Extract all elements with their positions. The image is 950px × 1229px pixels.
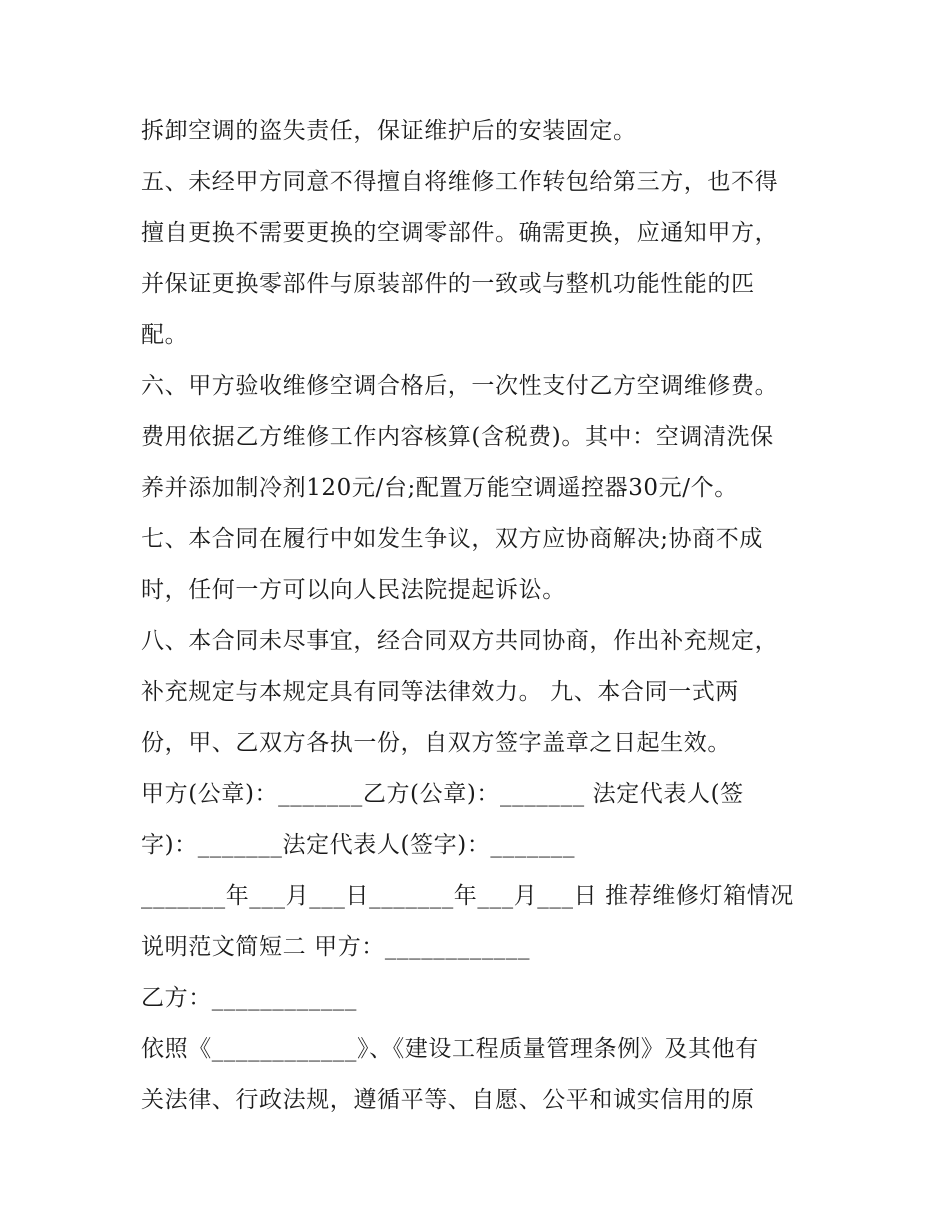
text-line: 关法律、行政法规，遵循平等、自愿、公平和诚实信用的原 <box>141 1087 755 1113</box>
text-line: 份，甲、乙双方各执一份，自双方签字盖章之日起生效。 <box>141 730 731 756</box>
document-body <box>141 106 831 1126</box>
date-line: _______年___月___日_______年___月___日 推荐维修灯箱情况 <box>141 883 794 909</box>
text-line: 时，任何一方可以向人民法院提起诉讼。 <box>141 577 566 603</box>
text-line: 八、本合同未尽事宜，经合同双方共同协商，作出补充规定， <box>141 628 779 654</box>
text-line: 乙方：____________ <box>141 985 357 1011</box>
text-line: 五、未经甲方同意不得擅自将维修工作转包给第三方，也不得 <box>141 169 779 195</box>
text-line: 配。 <box>141 322 189 348</box>
text-line: 七、本合同在履行中如发生争议，双方应协商解决;协商不成 <box>141 526 763 552</box>
text-line: 擅自更换不需要更换的空调零部件。确需更换，应通知甲方， <box>141 220 779 246</box>
text-line: 说明范文简短二 甲方：____________ <box>141 934 531 960</box>
signature-line: 字)：_______法定代表人(签字)：_______ <box>141 832 576 858</box>
text-line: 六、甲方验收维修空调合格后，一次性支付乙方空调维修费。 <box>141 373 779 399</box>
text-line: 拆卸空调的盗失责任，保证维护后的安装固定。 <box>141 118 637 144</box>
text-line: 依照《____________》、《建设工程质量管理条例》及其他有 <box>141 1036 759 1062</box>
text-line: 补充规定与本规定具有同等法律效力。 九、本合同一式两 <box>141 679 739 705</box>
signature-line: 甲方(公章)：_______乙方(公章)：_______ 法定代表人(签 <box>141 781 744 807</box>
text-line: 养并添加制冷剂120元/台;配置万能空调遥控器30元/个。 <box>141 475 738 501</box>
text-line: 并保证更换零部件与原装部件的一致或与整机功能性能的匹 <box>141 271 755 297</box>
text-line: 费用依据乙方维修工作内容核算(含税费)。其中：空调清洗保 <box>141 424 774 450</box>
